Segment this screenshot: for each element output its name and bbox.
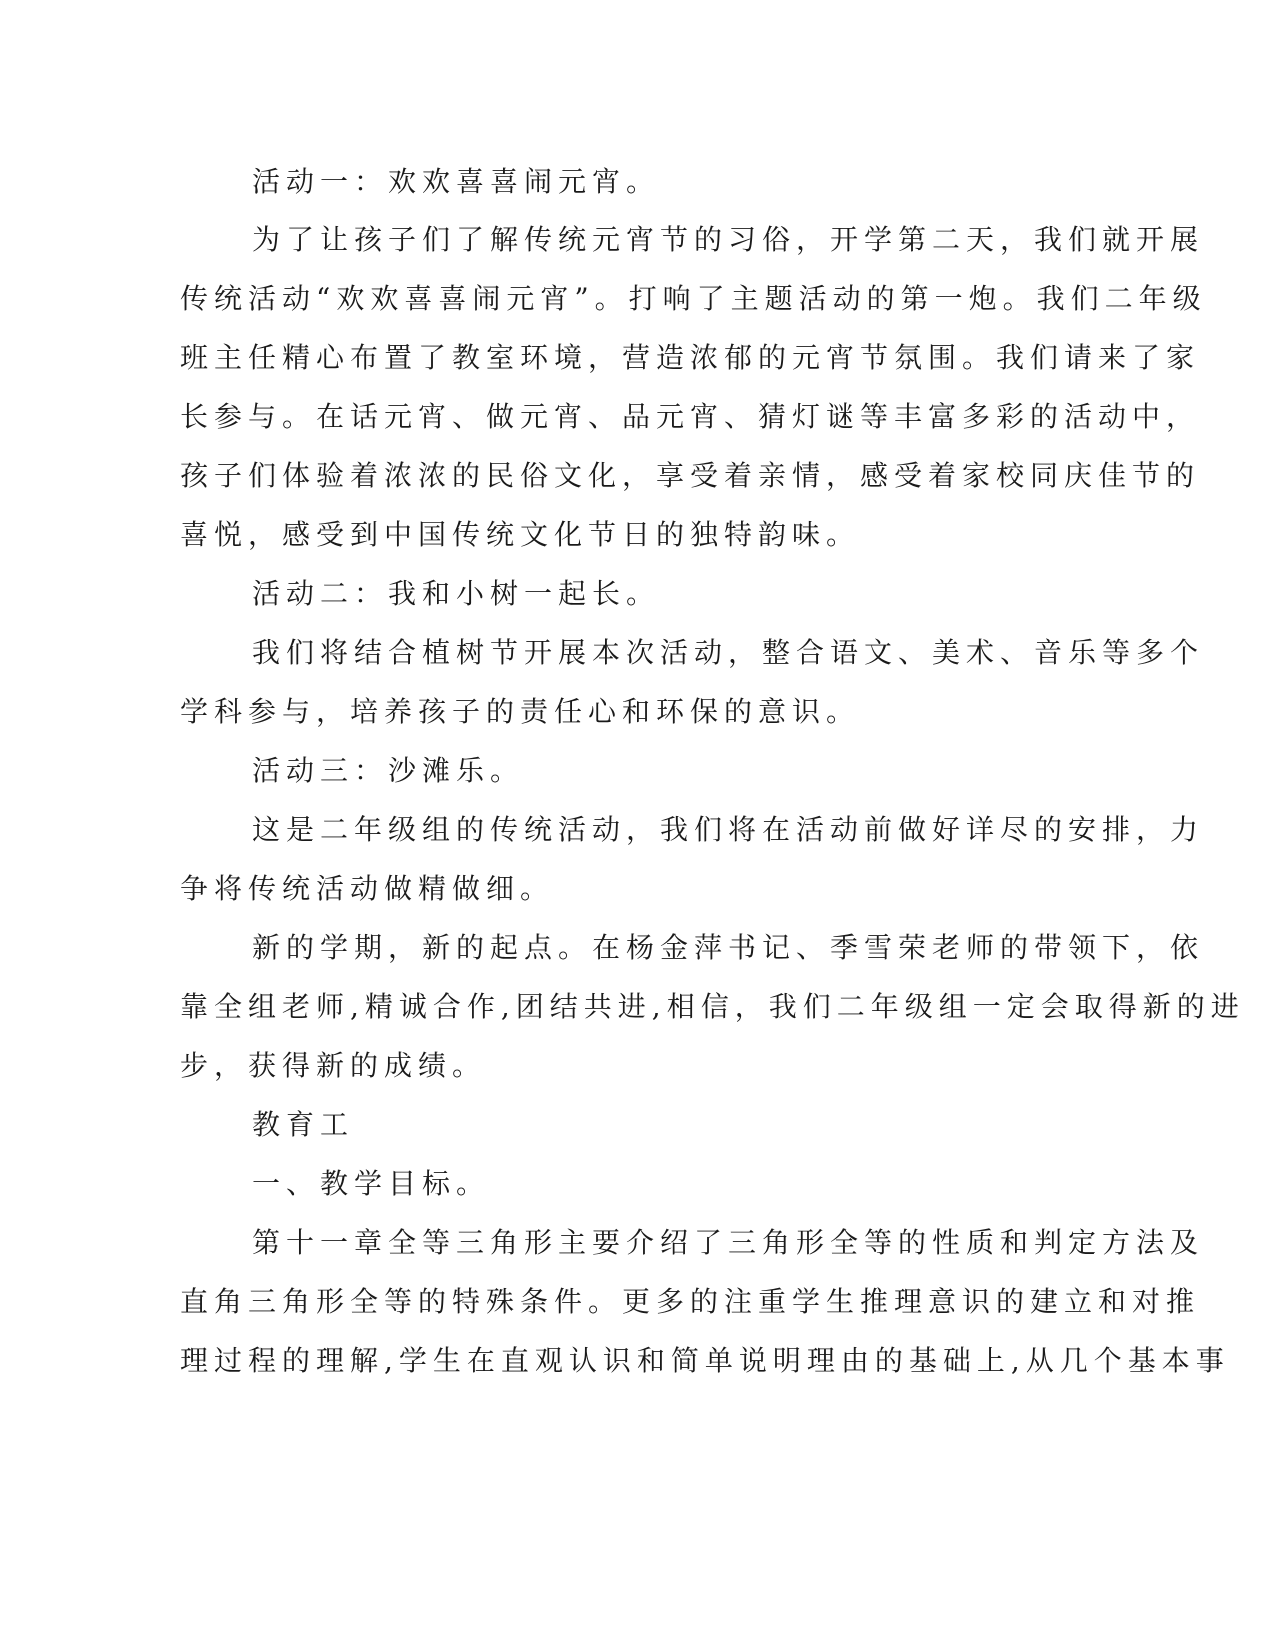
paragraph-line: 班主任精心布置了教室环境，营造浓郁的元宵节氛围。我们请来了家 xyxy=(180,341,1201,374)
paragraph-line: 步，获得新的成绩。 xyxy=(180,1049,487,1082)
paragraph-line: 喜悦，感受到中国传统文化节日的独特韵味。 xyxy=(180,518,861,551)
paragraph-line: 争将传统活动做精做细。 xyxy=(180,872,555,905)
paragraph-line: 第十一章全等三角形主要介绍了三角形全等的性质和判定方法及 xyxy=(252,1226,1205,1259)
paragraph-line: 为了让孩子们了解传统元宵节的习俗，开学第二天，我们就开展 xyxy=(252,223,1205,256)
section-title: 教育工 xyxy=(252,1108,355,1141)
paragraph-line: 直角三角形全等的特殊条件。更多的注重学生推理意识的建立和对推 xyxy=(180,1285,1201,1318)
heading-activity-2: 活动二：我和小树一起长。 xyxy=(252,577,661,610)
paragraph-line: 学科参与，培养孩子的责任心和环保的意识。 xyxy=(180,695,861,728)
paragraph-line: 长参与。在话元宵、做元宵、品元宵、猜灯谜等丰富多彩的活动中， xyxy=(180,400,1201,433)
subsection-heading: 一、教学目标。 xyxy=(252,1167,491,1200)
paragraph-line: 靠全组老师,精诚合作,团结共进,相信，我们二年级组一定会取得新的进 xyxy=(180,990,1245,1023)
paragraph-line: 我们将结合植树节开展本次活动，整合语文、美术、音乐等多个 xyxy=(252,636,1205,669)
paragraph-line: 传统活动“欢欢喜喜闹元宵”。打响了主题活动的第一炮。我们二年级 xyxy=(180,282,1207,315)
heading-activity-1: 活动一：欢欢喜喜闹元宵。 xyxy=(252,165,661,198)
paragraph-line: 这是二年级组的传统活动，我们将在活动前做好详尽的安排，力 xyxy=(252,813,1205,846)
paragraph-line: 新的学期，新的起点。在杨金萍书记、季雪荣老师的带领下，依 xyxy=(252,931,1205,964)
heading-activity-3: 活动三：沙滩乐。 xyxy=(252,754,525,787)
paragraph-line: 理过程的理解,学生在直观认识和简单说明理由的基础上,从几个基本事 xyxy=(180,1344,1230,1377)
paragraph-line: 孩子们体验着浓浓的民俗文化，享受着亲情，感受着家校同庆佳节的 xyxy=(180,459,1201,492)
